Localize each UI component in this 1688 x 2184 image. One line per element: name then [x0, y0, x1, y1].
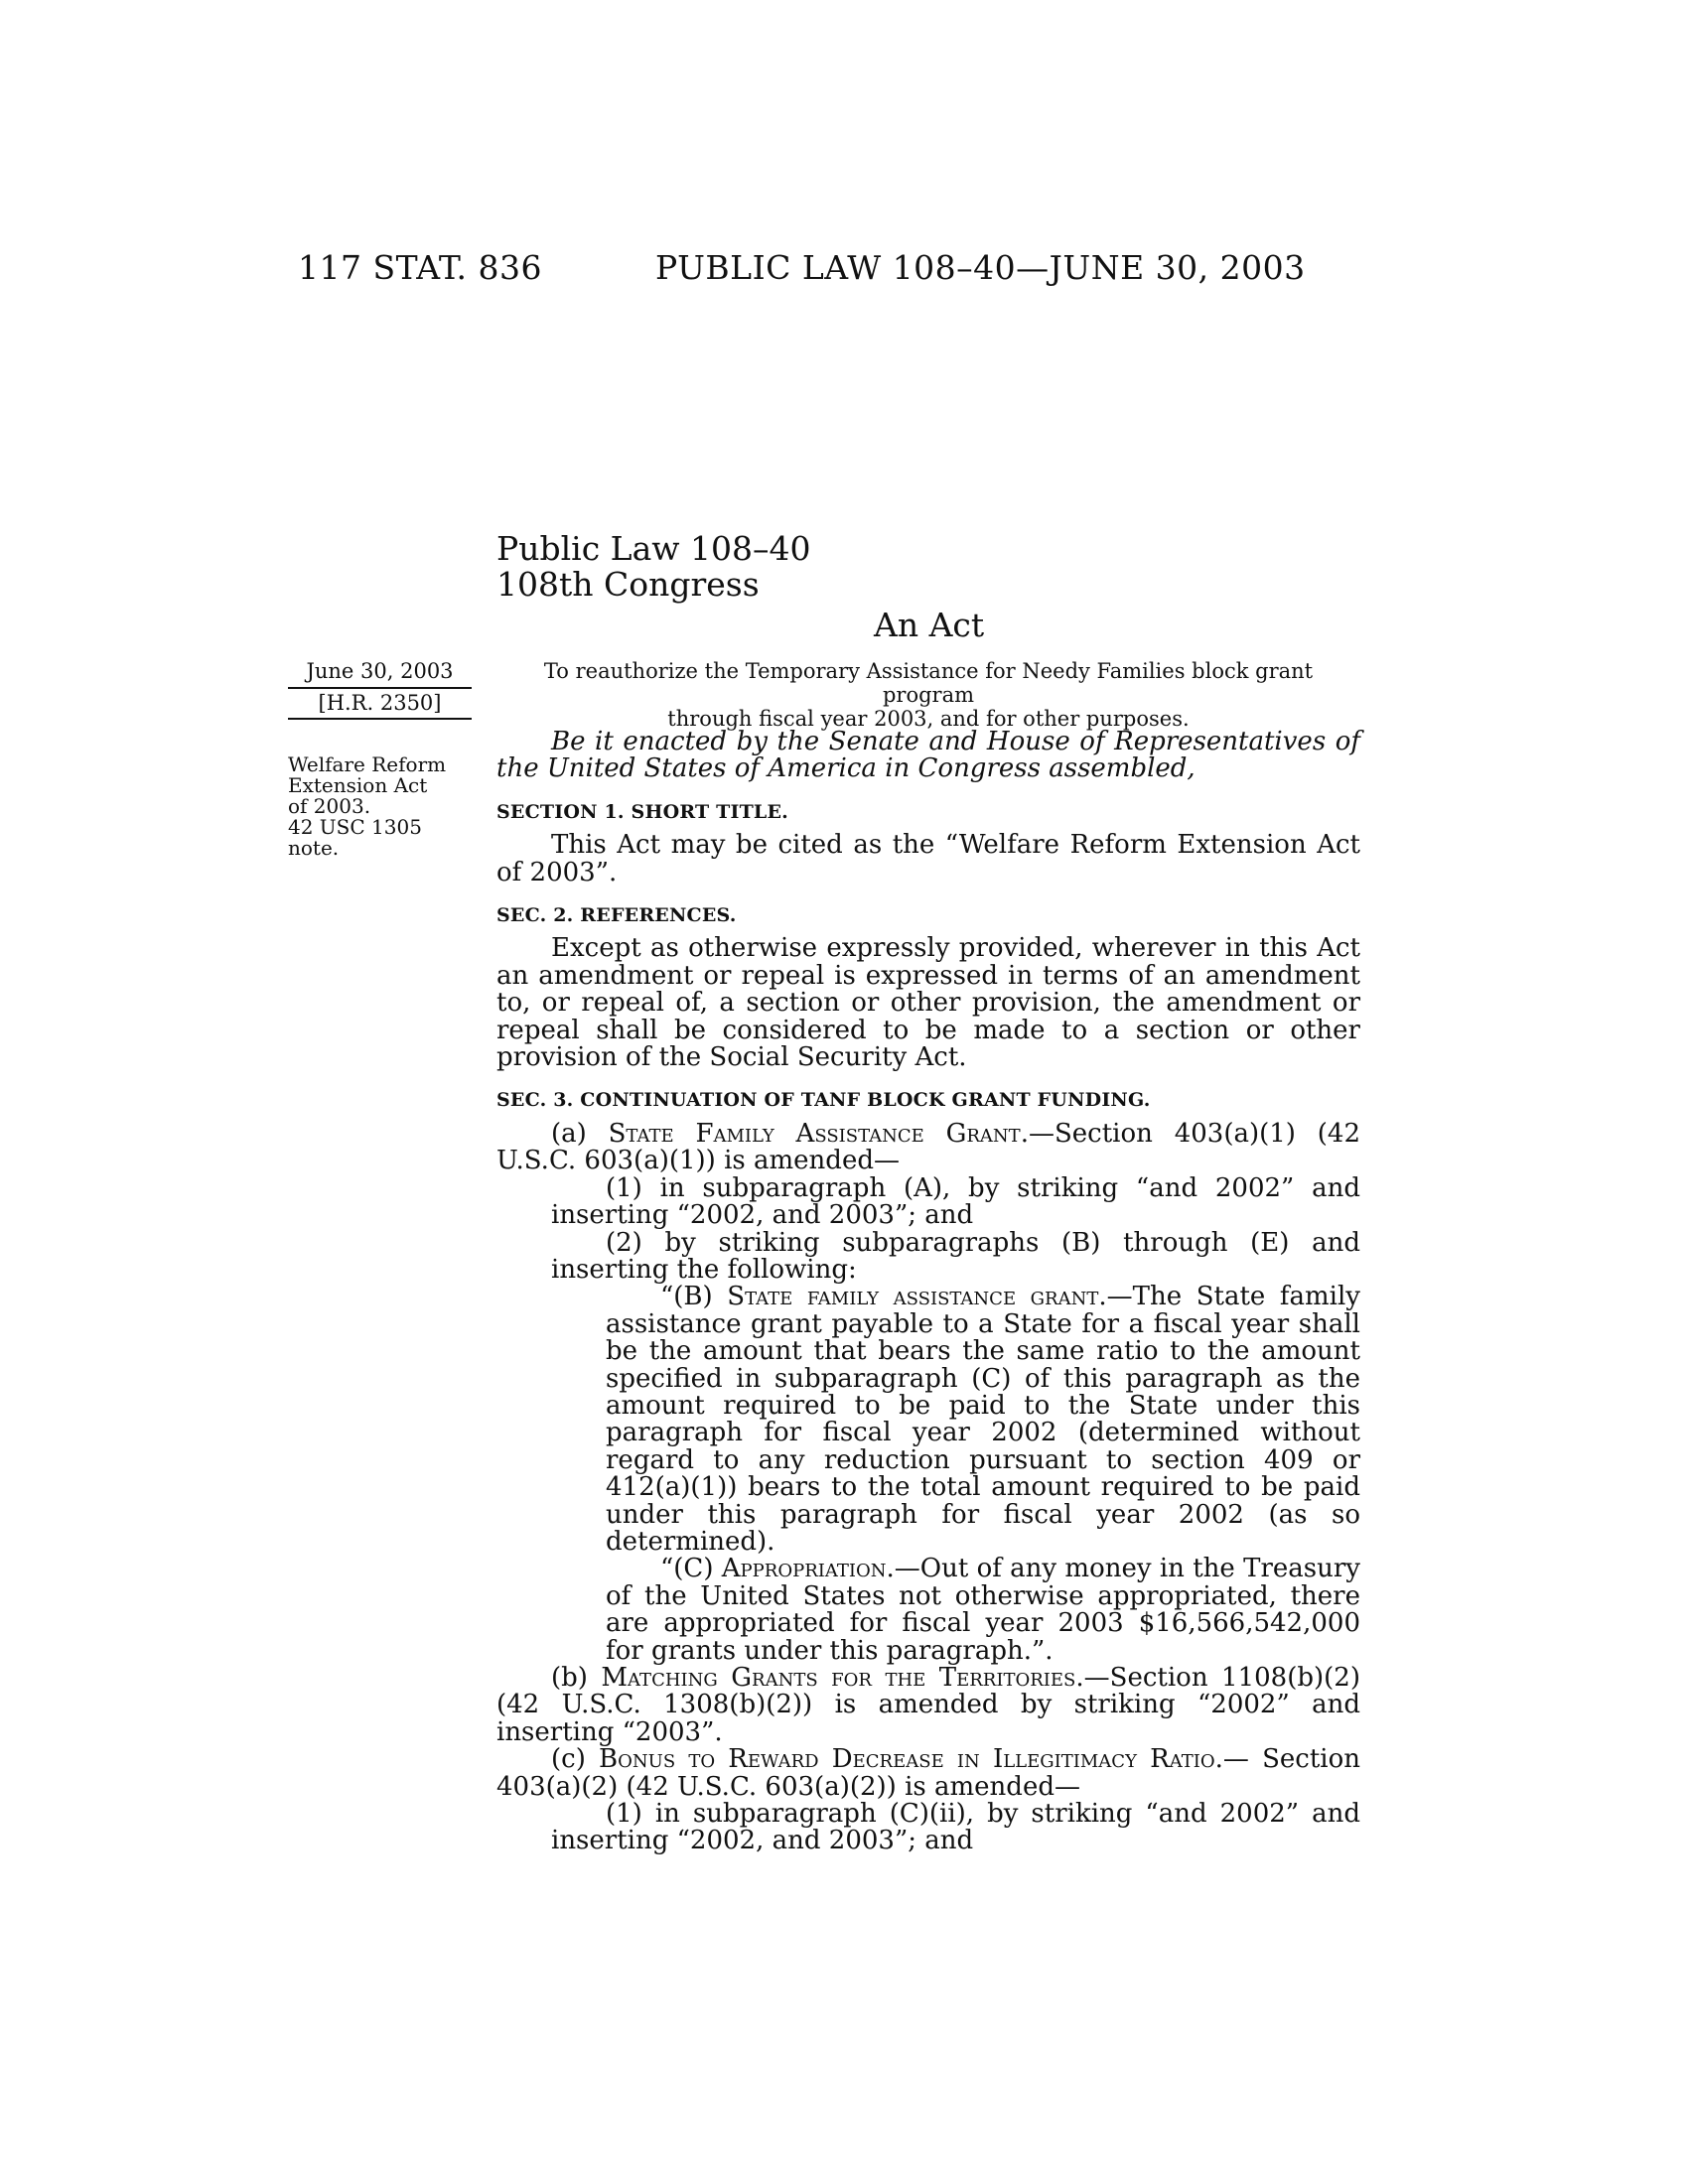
act-body: [496, 729, 1360, 1855]
quoted-subparagraph-c: [496, 1556, 1360, 1665]
subparagraph-c-prefix: “(C): [660, 1554, 722, 1584]
subsection-a-prefix: (a): [551, 1118, 609, 1149]
margin-date: June 30, 2003: [306, 659, 454, 683]
enacting-clause: Be it enacted by the Senate and House of Representatives of the United States of America in Congress assembled,: [496, 727, 1360, 784]
section-1-text: This Act may be cited as the “Welfare Reform Extension Act of 2003”.: [496, 830, 1360, 887]
subparagraph-c-heading: Appropriation: [721, 1554, 887, 1584]
subparagraph-c-text: .—Out of any money in the Treasury of the United States not otherwise appropriated, there are appropriated for fiscal year 2003 $16,566,542,000 for grants under this paragraph.”.: [606, 1554, 1360, 1666]
quoted-subparagraph-b: [496, 1284, 1360, 1556]
subsection-a: [496, 1118, 1360, 1176]
subsection-a-text: .—Section 403(a)(1) (42 U.S.C. 603(a)(1)) is amended—: [496, 1118, 1360, 1176]
subsection-c-prefix: (c): [551, 1744, 600, 1775]
subparagraph-b-text: .—The State family assistance grant payable to a State for a fiscal year shall be the amount that bears the same ratio to the amount specified in subparagraph (C) of this paragraph as the amount required to be paid to the State under this paragraph for fiscal year 2002 (determined without regard to any reduction pursuant to section 409 or 412(a)(1)) bears to the total amount required to be paid under this paragraph for fiscal year 2002 (as so determined).: [606, 1282, 1360, 1557]
paragraph-a2: (2) by striking subparagraphs (B) through (E) and inserting the following:: [551, 1227, 1360, 1285]
subsection-b: [496, 1665, 1360, 1746]
margin-bill-number: [H.R. 2350]: [318, 691, 442, 715]
subsection-a-heading: State Family Assistance Grant: [608, 1118, 1021, 1149]
margin-note: [288, 754, 477, 859]
margin-note-line: of 2003.: [288, 794, 371, 818]
public-law-number: Public Law 108–40: [496, 529, 811, 568]
margin-note-line: note.: [288, 836, 340, 860]
section-2-text: Except as otherwise expressly provided, wherever in this Act an amendment or repeal is expressed in terms of an amendment to, or repeal of, a section or other provision, the amendment or repeal shall be considered to be made to a section or other provision of the Social Security Act.: [496, 933, 1360, 1073]
margin-note-line: 42 USC 1305: [288, 815, 422, 839]
running-head: PUBLIC LAW 108–40—JUNE 30, 2003: [655, 248, 1306, 287]
purpose-line: To reauthorize the Temporary Assistance for Needy Families block grant program: [543, 659, 1314, 707]
margin-divider: [288, 687, 472, 689]
section-1-heading: SECTION 1. SHORT TITLE.: [496, 800, 788, 823]
subsection-b-heading: Matching Grants for the Territories: [601, 1663, 1076, 1693]
act-label: An Act: [874, 606, 985, 644]
subsection-c: [496, 1746, 1360, 1801]
subparagraph-b-prefix: “(B): [660, 1282, 728, 1312]
stat-citation: 117 STAT. 836: [298, 248, 542, 287]
subsection-b-text: .—Section 1108(b)(2) (42 U.S.C. 1308(b)(2)) is amended by striking “2002” and inserting “2003”.: [496, 1663, 1360, 1747]
subparagraph-b-heading: State family assistance grant: [727, 1282, 1099, 1312]
paragraph-a1: (1) in subparagraph (A), by striking “and 2002” and inserting “2002, and 2003”; and: [551, 1172, 1360, 1231]
margin-divider: [288, 718, 472, 720]
section-2-heading: SEC. 2. REFERENCES.: [496, 904, 737, 927]
subsection-c-text: .— Section 403(a)(2) (42 U.S.C. 603(a)(2)) is amended—: [496, 1744, 1360, 1802]
purpose-line: through fiscal year 2003, and for other purposes.: [667, 707, 1190, 731]
margin-note-line: Extension Act: [288, 773, 428, 797]
purpose-clause: [496, 659, 1360, 731]
subsection-c-heading: Bonus to Reward Decrease in Illegitimacy Ratio: [599, 1744, 1215, 1775]
congress-label: 108th Congress: [496, 565, 760, 604]
section-3-heading: SEC. 3. CONTINUATION OF TANF BLOCK GRANT FUNDING.: [496, 1089, 1151, 1112]
paragraph-c1: (1) in subparagraph (C)(ii), by striking “and 2002” and inserting “2002, and 2003”; and: [551, 1799, 1360, 1856]
law-title-block: [496, 531, 810, 603]
margin-note-line: Welfare Reform: [288, 752, 447, 776]
subsection-b-prefix: (b): [551, 1663, 602, 1693]
